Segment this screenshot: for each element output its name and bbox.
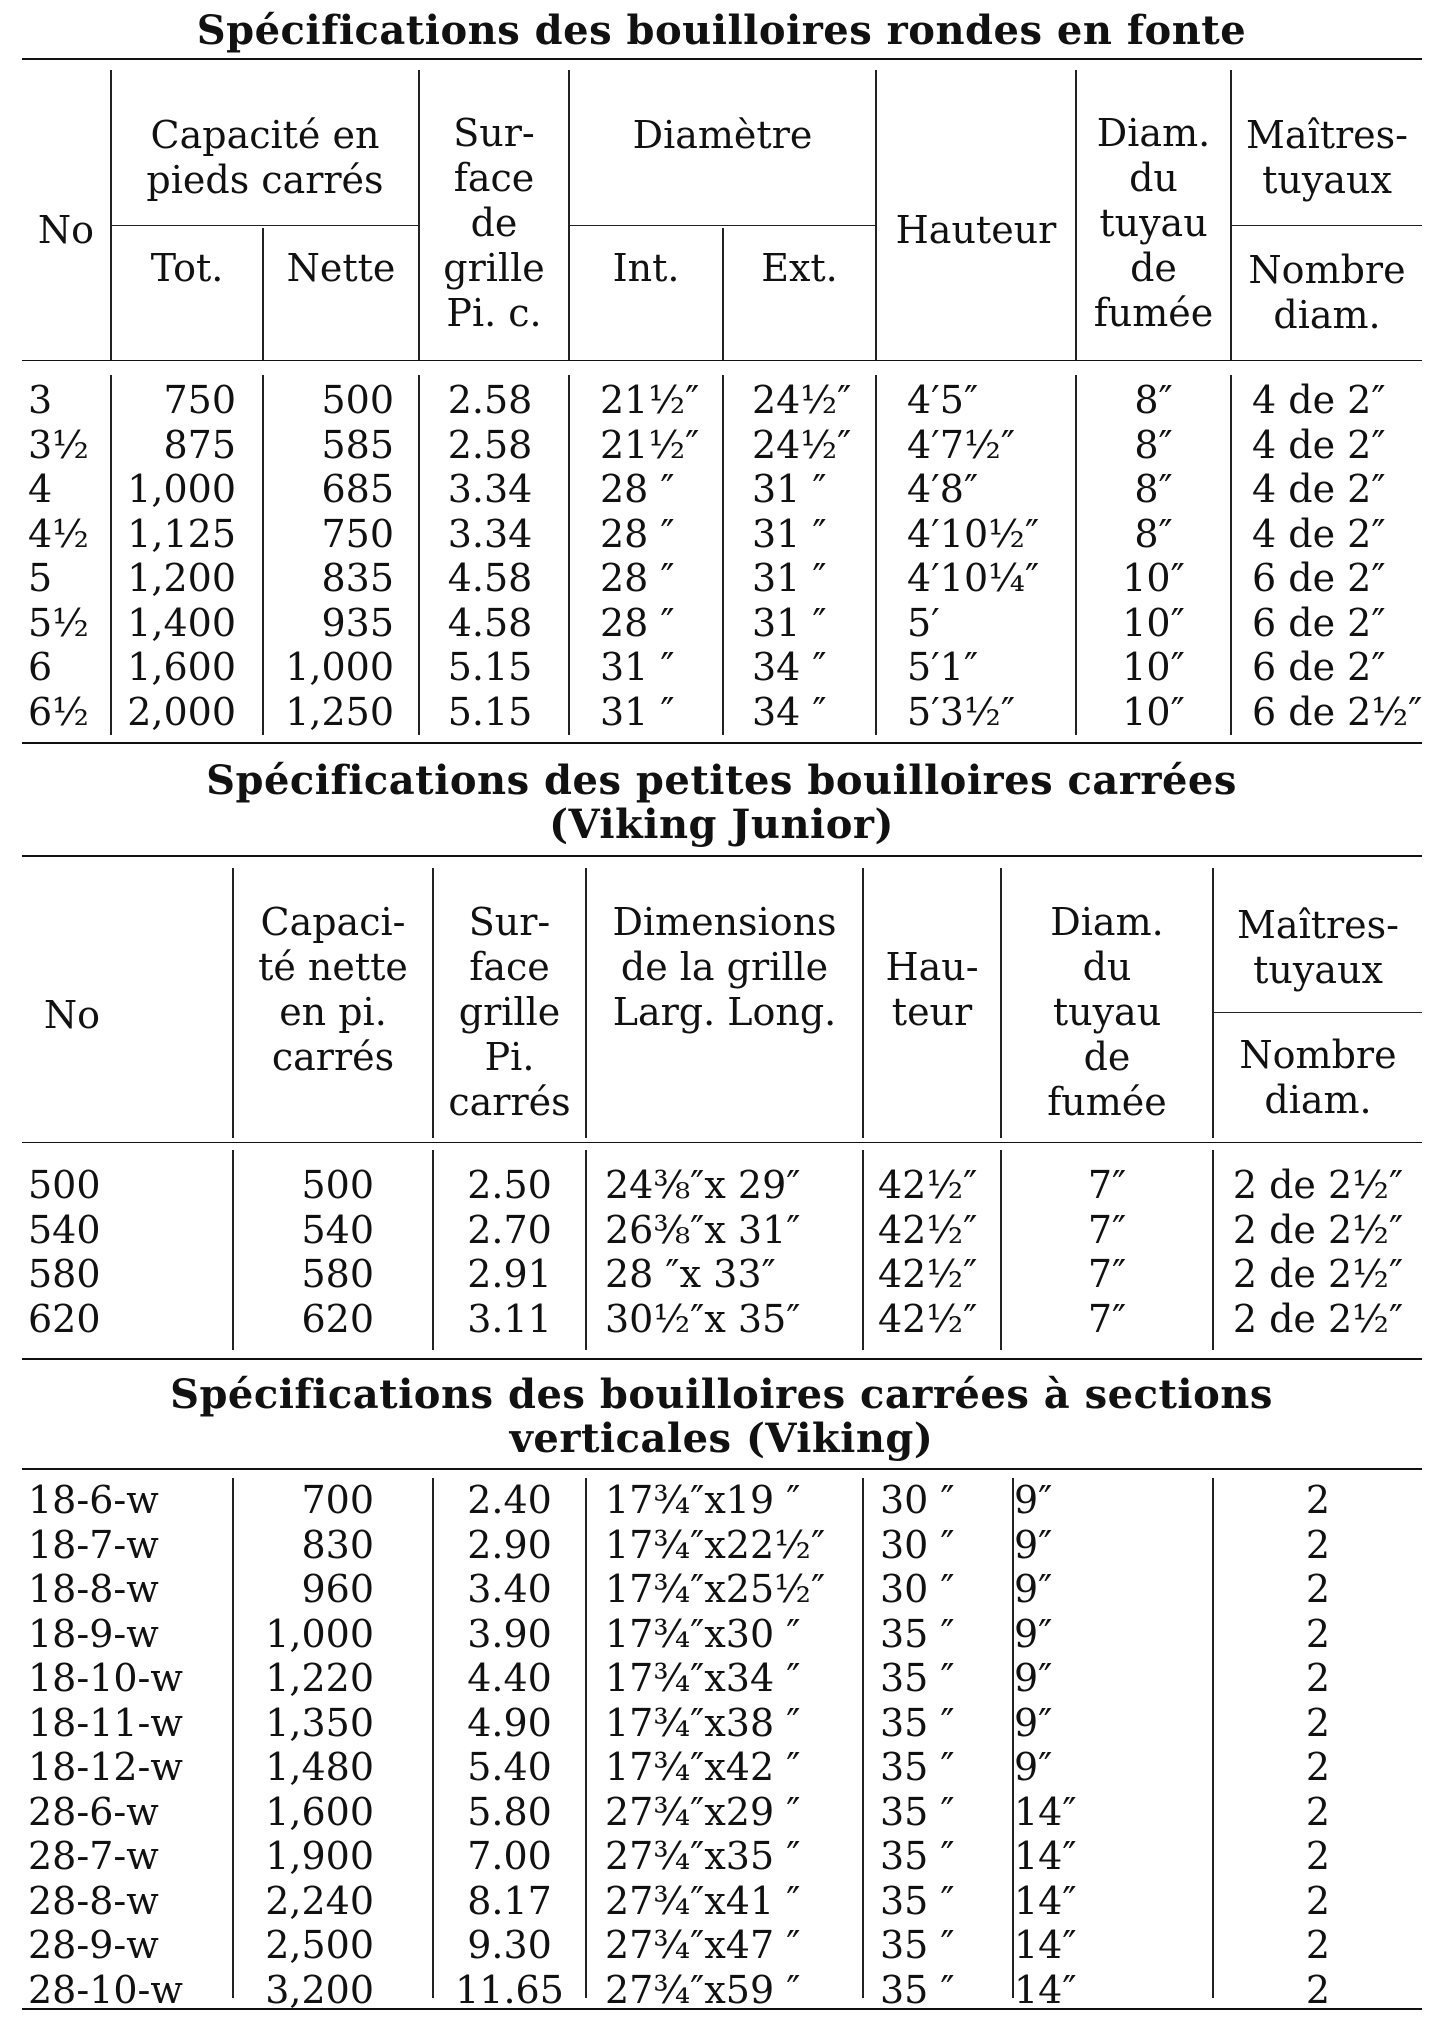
cell-maitres: 6 de 2½″ — [1252, 689, 1423, 734]
cell-no: 6 — [28, 645, 53, 689]
cell-maitres: 6 de 2″ — [1252, 645, 1386, 689]
cell-maitres: 2 — [1305, 1567, 1331, 1611]
cell-tot: 1,400 — [127, 600, 236, 645]
cell-diam-tuyau: 7″ — [1087, 1296, 1127, 1341]
cell-dimensions: 17¾″x38 ″ — [605, 1700, 801, 1745]
t1-col-divider — [722, 375, 724, 735]
cell-no: 5 — [28, 556, 53, 600]
cell-maitres: 2 de 2½″ — [1232, 1252, 1404, 1296]
cell-hauteur: 35 ″ — [880, 1700, 955, 1745]
t1-header-surface: Sur- face de grille Pi. c. — [443, 110, 545, 335]
cell-maitres: 6 de 2″ — [1252, 556, 1386, 600]
cell-tot: 750 — [163, 378, 236, 422]
cell-diam-tuyau: 9″ — [1014, 1522, 1053, 1567]
t1-header-nombre: Nombre diam. — [1248, 247, 1406, 337]
cell-hauteur: 4′8″ — [907, 467, 979, 511]
t1-header-nette: Nette — [286, 245, 396, 290]
cell-no: 500 — [28, 1163, 101, 1207]
t1-header-diametre: Diamètre — [632, 112, 813, 157]
cell-surface: 2.91 — [467, 1252, 552, 1296]
cell-capacite: 2,240 — [265, 1878, 374, 1923]
table2-top-rule — [22, 855, 1422, 857]
t1-header-tot: Tot. — [150, 245, 224, 290]
t2-col-divider — [585, 1150, 587, 1350]
cell-surface: 5.15 — [447, 689, 533, 734]
cell-dimensions: 17¾″x42 ″ — [605, 1745, 801, 1789]
cell-no: 18-12-w — [28, 1745, 183, 1789]
t1-col-divider — [1230, 375, 1232, 735]
cell-surface: 2.40 — [467, 1478, 552, 1522]
cell-int: 21½″ — [600, 378, 700, 422]
table1-top-rule — [22, 58, 1422, 60]
cell-tot: 875 — [163, 422, 236, 467]
cell-no: 18-11-w — [28, 1700, 183, 1745]
table2-title-line1: Spécifications des petites bouilloires carrées — [206, 757, 1237, 804]
cell-no: 18-9-w — [28, 1611, 159, 1656]
cell-diam-tuyau: 9″ — [1014, 1478, 1053, 1522]
cell-hauteur: 35 ″ — [880, 1878, 955, 1923]
cell-hauteur: 42½″ — [878, 1163, 978, 1207]
cell-int: 31 ″ — [600, 689, 675, 734]
cell-dimensions: 17¾″x34 ″ — [605, 1656, 801, 1700]
t1-hdr-subrule — [1232, 225, 1422, 226]
cell-int: 21½″ — [600, 422, 700, 467]
cell-diam-tuyau: 9″ — [1014, 1656, 1053, 1700]
cell-capacite: 580 — [301, 1252, 374, 1296]
cell-nette: 1,000 — [285, 645, 394, 689]
cell-surface: 3.34 — [447, 511, 533, 556]
cell-hauteur: 35 ″ — [880, 1923, 955, 1967]
cell-maitres: 2 — [1305, 1656, 1331, 1700]
t1-header-capacite: Capacité en pieds carrés — [146, 113, 384, 202]
cell-no: 18-10-w — [28, 1656, 183, 1700]
cell-no: 4½ — [28, 511, 90, 556]
table3-title-line2: verticales (Viking) — [509, 1415, 934, 1462]
cell-diam-tuyau: 14″ — [1014, 1878, 1077, 1923]
cell-maitres: 2 — [1305, 1834, 1331, 1878]
cell-maitres: 2 — [1305, 1522, 1331, 1567]
t1-header-diam-tuyau: Diam. du tuyau de fumée — [1093, 110, 1214, 335]
cell-hauteur: 5′3½″ — [907, 689, 1016, 734]
cell-surface: 4.90 — [467, 1700, 552, 1745]
cell-int: 28 ″ — [600, 467, 675, 511]
cell-hauteur: 42½″ — [878, 1296, 978, 1341]
cell-diam-tuyau: 14″ — [1014, 1923, 1077, 1967]
t1-header-int: Int. — [612, 245, 680, 290]
cell-capacite: 1,220 — [265, 1656, 374, 1700]
cell-diam-tuyau: 14″ — [1014, 1789, 1077, 1834]
cell-no: 28-8-w — [28, 1878, 159, 1923]
cell-diam-tuyau: 7″ — [1087, 1252, 1127, 1296]
cell-maitres: 2 — [1305, 1700, 1331, 1745]
cell-capacite: 1,000 — [265, 1611, 374, 1656]
cell-dimensions: 26⅜″x 31″ — [605, 1207, 801, 1252]
cell-no: 580 — [28, 1252, 101, 1296]
cell-tot: 1,200 — [127, 556, 236, 600]
cell-nette: 500 — [321, 378, 394, 422]
cell-nette: 685 — [321, 467, 394, 511]
cell-maitres: 2 de 2½″ — [1232, 1296, 1404, 1341]
cell-dimensions: 27¾″x41 ″ — [605, 1878, 801, 1923]
cell-hauteur: 35 ″ — [880, 1789, 955, 1834]
cell-surface: 2.50 — [467, 1163, 552, 1207]
cell-hauteur: 42½″ — [878, 1252, 978, 1296]
cell-dimensions: 24⅜″x 29″ — [605, 1163, 801, 1207]
cell-surface: 5.15 — [447, 645, 533, 689]
cell-no: 18-7-w — [28, 1522, 159, 1567]
cell-capacite: 3,200 — [265, 1967, 374, 2012]
cell-dimensions: 27¾″x47 ″ — [605, 1923, 801, 1967]
cell-diam-tuyau: 9″ — [1014, 1611, 1053, 1656]
cell-ext: 34 ″ — [752, 689, 827, 734]
cell-maitres: 2 — [1305, 1923, 1331, 1967]
cell-surface: 11.65 — [455, 1967, 564, 2012]
cell-maitres: 2 — [1305, 1878, 1331, 1923]
cell-maitres: 4 de 2″ — [1252, 467, 1386, 511]
cell-no: 28-10-w — [28, 1967, 183, 2012]
cell-surface: 4.40 — [467, 1656, 552, 1700]
t2-header-diam-tuyau: Diam. du tuyau de fumée — [1047, 900, 1167, 1124]
cell-dimensions: 28 ″x 33″ — [605, 1252, 776, 1296]
cell-no: 3½ — [28, 422, 90, 467]
cell-diam-tuyau: 10″ — [1122, 600, 1185, 645]
cell-maitres: 2 de 2½″ — [1232, 1163, 1404, 1207]
cell-maitres: 4 de 2″ — [1252, 422, 1386, 467]
cell-dimensions: 17¾″x25½″ — [605, 1567, 826, 1611]
cell-diam-tuyau: 8″ — [1134, 378, 1173, 422]
t1-hdr-subrule — [570, 225, 875, 226]
cell-surface: 2.70 — [467, 1207, 552, 1252]
cell-diam-tuyau: 7″ — [1087, 1207, 1127, 1252]
cell-surface: 3.90 — [467, 1611, 552, 1656]
cell-nette: 585 — [321, 422, 394, 467]
cell-capacite: 620 — [301, 1296, 374, 1341]
cell-capacite: 500 — [301, 1163, 374, 1207]
cell-hauteur: 35 ″ — [880, 1656, 955, 1700]
cell-no: 6½ — [28, 689, 90, 734]
t2-col-divider — [862, 1150, 864, 1350]
t1-col-divider — [875, 375, 877, 735]
cell-surface: 4.58 — [447, 600, 533, 645]
t1-header-no: No — [37, 207, 95, 252]
cell-nette: 835 — [321, 556, 394, 600]
cell-tot: 2,000 — [127, 689, 236, 734]
t2-header-hauteur: Hau- teur — [885, 945, 979, 1034]
cell-maitres: 2 — [1305, 1611, 1331, 1656]
cell-hauteur: 4′7½″ — [907, 422, 1016, 467]
cell-dimensions: 17¾″x19 ″ — [605, 1478, 801, 1522]
cell-diam-tuyau: 14″ — [1014, 1834, 1077, 1878]
t1-header-hauteur: Hauteur — [895, 207, 1057, 252]
cell-capacite: 1,600 — [265, 1789, 374, 1834]
cell-ext: 24½″ — [752, 422, 852, 467]
cell-capacite: 540 — [301, 1207, 374, 1252]
t1-header-rule — [22, 360, 1422, 361]
cell-dimensions: 27¾″x35 ″ — [605, 1834, 801, 1878]
cell-hauteur: 5′1″ — [907, 645, 979, 689]
t1-header-maitres: Maîtres- tuyaux — [1246, 113, 1408, 202]
cell-diam-tuyau: 8″ — [1134, 511, 1173, 556]
cell-hauteur: 35 ″ — [880, 1967, 955, 2012]
cell-surface: 5.80 — [467, 1789, 552, 1834]
cell-maitres: 2 — [1305, 1967, 1331, 2012]
t2-header-capacite: Capaci- té nette en pi. carrés — [258, 900, 408, 1079]
cell-dimensions: 17¾″x30 ″ — [605, 1611, 801, 1656]
cell-ext: 24½″ — [752, 378, 852, 422]
t1-col-divider — [568, 375, 570, 735]
cell-capacite: 960 — [301, 1567, 374, 1611]
cell-int: 28 ″ — [600, 556, 675, 600]
cell-maitres: 6 de 2″ — [1252, 600, 1386, 645]
t1-hdr-subrule — [112, 225, 418, 226]
table3-bottom-rule — [22, 2008, 1422, 2010]
t1-header-ext: Ext. — [761, 245, 838, 290]
cell-hauteur: 30 ″ — [880, 1478, 955, 1522]
cell-int: 28 ″ — [600, 600, 675, 645]
cell-maitres: 2 — [1305, 1745, 1331, 1789]
cell-surface: 7.00 — [467, 1834, 552, 1878]
cell-no: 28-7-w — [28, 1834, 159, 1878]
t2-hdr-subrule — [1214, 1012, 1422, 1013]
cell-maitres: 2 — [1305, 1789, 1331, 1834]
cell-no: 28-9-w — [28, 1923, 159, 1967]
cell-surface: 3.40 — [467, 1567, 552, 1611]
cell-hauteur: 35 ″ — [880, 1834, 955, 1878]
cell-ext: 31 ″ — [752, 556, 827, 600]
cell-surface: 2.58 — [447, 422, 533, 467]
table3-top-rule — [22, 1468, 1422, 1470]
cell-hauteur: 42½″ — [878, 1207, 978, 1252]
cell-diam-tuyau: 9″ — [1014, 1700, 1053, 1745]
table3-title-line1: Spécifications des bouilloires carrées à sections — [170, 1371, 1273, 1418]
cell-nette: 935 — [321, 600, 394, 645]
cell-capacite: 1,480 — [265, 1745, 374, 1789]
t2-header-rule — [22, 1142, 1422, 1143]
cell-maitres: 2 — [1305, 1478, 1331, 1522]
cell-no: 18-6-w — [28, 1478, 159, 1522]
cell-diam-tuyau: 8″ — [1134, 422, 1173, 467]
cell-diam-tuyau: 9″ — [1014, 1745, 1053, 1789]
cell-surface: 5.40 — [467, 1745, 552, 1789]
t2-header-no: No — [43, 992, 101, 1037]
cell-dimensions: 27¾″x29 ″ — [605, 1789, 801, 1834]
cell-capacite: 830 — [301, 1522, 374, 1567]
cell-tot: 1,600 — [127, 645, 236, 689]
cell-dimensions: 27¾″x59 ″ — [605, 1967, 801, 2012]
table2-bottom-rule — [22, 1358, 1422, 1360]
t2-header-maitres: Maîtres- tuyaux — [1237, 902, 1399, 992]
cell-hauteur: 4′10½″ — [907, 511, 1040, 556]
cell-no: 28-6-w — [28, 1789, 159, 1834]
cell-hauteur: 35 ″ — [880, 1745, 955, 1789]
cell-hauteur: 5′ — [907, 600, 940, 645]
cell-surface: 2.90 — [467, 1522, 552, 1567]
cell-nette: 750 — [321, 511, 394, 556]
cell-hauteur: 30 ″ — [880, 1522, 955, 1567]
cell-nette: 1,250 — [285, 689, 394, 734]
cell-ext: 31 ″ — [752, 467, 827, 511]
cell-no: 540 — [28, 1207, 101, 1252]
cell-surface: 8.17 — [467, 1878, 552, 1923]
cell-ext: 31 ″ — [752, 600, 827, 645]
cell-int: 28 ″ — [600, 511, 675, 556]
table2-title-line2: (Viking Junior) — [549, 801, 894, 848]
cell-diam-tuyau: 9″ — [1014, 1567, 1053, 1611]
cell-no: 620 — [28, 1296, 101, 1341]
t3-col-divider — [585, 1478, 587, 1998]
cell-ext: 34 ″ — [752, 645, 827, 689]
t2-header-nombre: Nombre diam. — [1239, 1032, 1397, 1122]
t2-header-dimensions: Dimensions de la grille Larg. Long. — [612, 900, 837, 1034]
cell-no: 4 — [28, 467, 53, 511]
cell-surface: 3.34 — [447, 467, 533, 511]
cell-hauteur: 4′10¼″ — [907, 556, 1040, 600]
cell-surface: 9.30 — [467, 1923, 552, 1967]
cell-capacite: 1,350 — [265, 1700, 374, 1745]
cell-diam-tuyau: 14″ — [1014, 1967, 1077, 2012]
cell-surface: 2.58 — [447, 378, 533, 422]
cell-maitres: 4 de 2″ — [1252, 378, 1386, 422]
cell-tot: 1,125 — [127, 511, 236, 556]
t2-header-surface: Sur- face grille Pi. carrés — [448, 900, 571, 1124]
cell-hauteur: 4′5″ — [907, 378, 979, 422]
cell-surface: 4.58 — [447, 556, 533, 600]
cell-surface: 3.11 — [467, 1296, 552, 1341]
cell-hauteur: 35 ″ — [880, 1611, 955, 1656]
table1-bottom-rule — [22, 742, 1422, 744]
cell-diam-tuyau: 10″ — [1122, 645, 1185, 689]
cell-no: 5½ — [28, 600, 90, 645]
cell-no: 3 — [28, 378, 53, 422]
cell-dimensions: 17¾″x22½″ — [605, 1522, 826, 1567]
cell-maitres: 2 de 2½″ — [1232, 1207, 1404, 1252]
cell-maitres: 4 de 2″ — [1252, 511, 1386, 556]
cell-diam-tuyau: 10″ — [1122, 556, 1185, 600]
t3-col-divider — [862, 1478, 864, 1998]
cell-diam-tuyau: 10″ — [1122, 689, 1185, 734]
cell-no: 18-8-w — [28, 1567, 159, 1611]
cell-diam-tuyau: 8″ — [1134, 467, 1173, 511]
cell-tot: 1,000 — [127, 467, 236, 511]
cell-diam-tuyau: 7″ — [1087, 1163, 1127, 1207]
cell-capacite: 2,500 — [265, 1923, 374, 1967]
table1-title: Spécifications des bouilloires rondes en fonte — [196, 7, 1247, 54]
cell-ext: 31 ″ — [752, 511, 827, 556]
cell-hauteur: 30 ″ — [880, 1567, 955, 1611]
cell-dimensions: 30½″x 35″ — [605, 1296, 801, 1341]
cell-int: 31 ″ — [600, 645, 675, 689]
cell-capacite: 700 — [301, 1478, 374, 1522]
cell-capacite: 1,900 — [265, 1834, 374, 1878]
